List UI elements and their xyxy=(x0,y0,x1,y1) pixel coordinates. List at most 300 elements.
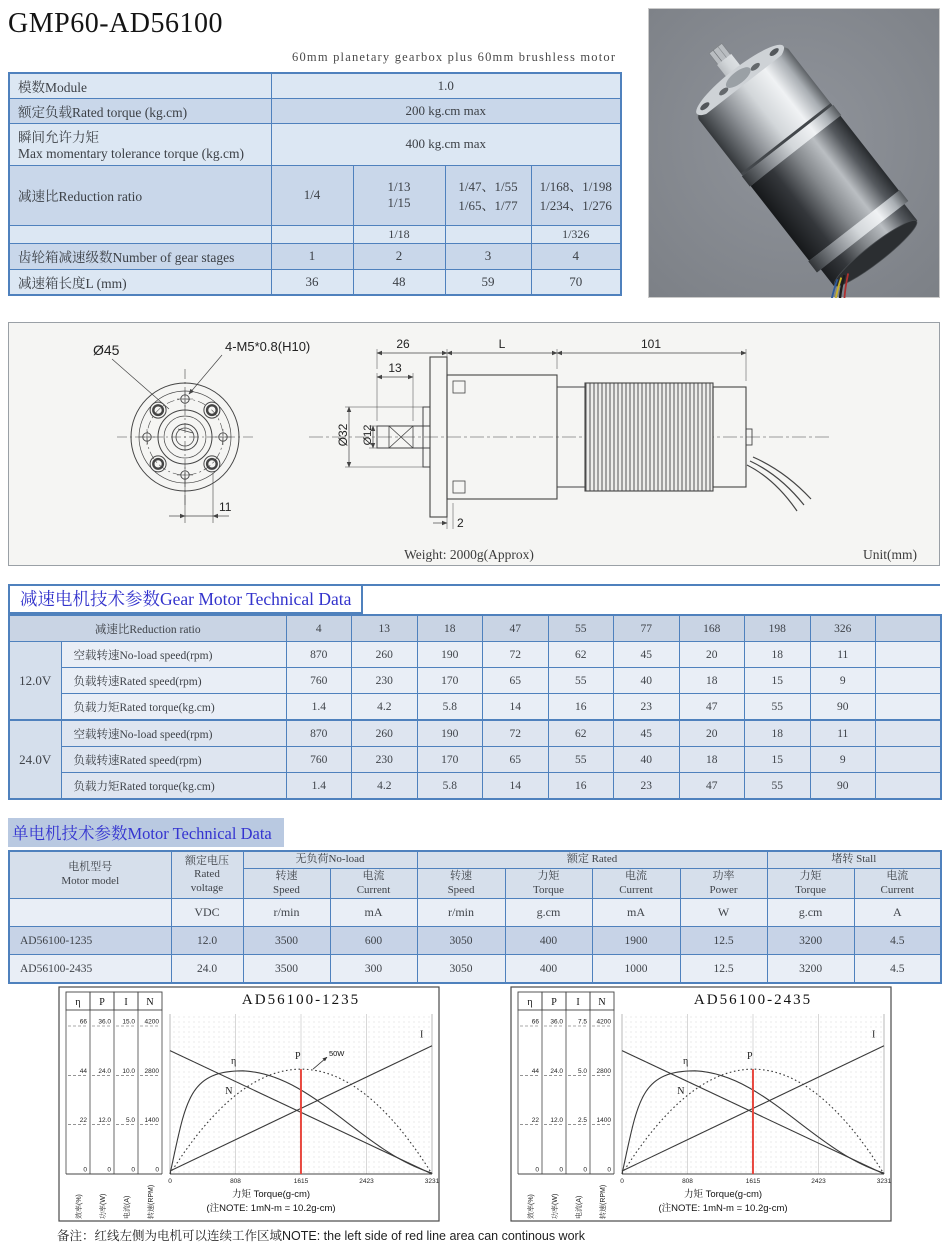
motor-value-cell: 12.5 xyxy=(680,955,767,984)
header-line: 力矩 xyxy=(537,869,560,882)
chart-axis-tick: 1400 xyxy=(596,1117,611,1125)
motor-subcol-header xyxy=(417,868,505,899)
chart-series-label: I xyxy=(420,1029,424,1041)
chart-x-label: 力矩 Torque(g-cm) xyxy=(231,1189,311,1200)
gear-value-cell: 9 xyxy=(810,747,876,773)
motor-value-cell: 4.5 xyxy=(854,927,941,955)
chart-axis-tick: 2.5 xyxy=(577,1117,587,1125)
gear-data-table xyxy=(8,614,942,800)
dim-label-13: 13 xyxy=(388,361,402,375)
dim-label-d12: Ø12 xyxy=(362,424,374,446)
chart-x-tick: 1615 xyxy=(745,1178,761,1185)
header-line: 力矩 xyxy=(799,869,822,882)
ratio-header-cell-empty xyxy=(876,615,942,642)
spec-value: 1 xyxy=(271,243,353,269)
ratio-line: 1/65、1/77 xyxy=(458,198,518,213)
spec-value: 48 xyxy=(353,269,445,295)
gear-value-cell: 9 xyxy=(810,668,876,694)
gear-param-label: 负载转速Rated speed(rpm) xyxy=(61,747,286,773)
gear-param-label: 空载转速No-load speed(rpm) xyxy=(61,642,286,668)
unit-cell: r/min xyxy=(417,899,505,927)
spec-label: 额定负载Rated torque (kg.cm) xyxy=(9,98,271,123)
motor-value-cell: 12.5 xyxy=(680,927,767,955)
spec-value xyxy=(271,225,353,243)
gear-value-cell: 170 xyxy=(417,668,483,694)
header-line: Torque xyxy=(795,883,827,896)
gear-value-cell: 5.8 xyxy=(417,773,483,800)
curve-chart-svg xyxy=(58,986,440,1222)
gear-value-cell: 45 xyxy=(614,642,680,668)
gear-value-cell: 23 xyxy=(614,694,680,721)
chart-series-label: P xyxy=(746,1051,753,1063)
header-line: Speed xyxy=(273,883,300,896)
chart-axis-tick: 10.0 xyxy=(122,1067,135,1075)
gear-param-label: 负载力矩Rated torque(kg.cm) xyxy=(61,694,286,721)
curve-chart-svg xyxy=(510,986,892,1222)
chart-title: AD56100-2435 xyxy=(693,992,813,1008)
gear-value-cell: 40 xyxy=(614,668,680,694)
gear-value-cell: 18 xyxy=(679,747,745,773)
header-line: Motor model xyxy=(61,875,120,888)
gear-value-cell: 11 xyxy=(810,642,876,668)
motor-subcol-header xyxy=(505,868,592,899)
motor-section xyxy=(8,818,940,984)
spec-label: 模数Module xyxy=(9,73,271,98)
spec-value: 1.0 xyxy=(271,73,621,98)
ratio-header-cell: 13 xyxy=(352,615,418,642)
gear-value-cell: 15 xyxy=(745,747,811,773)
gear-value-cell: 23 xyxy=(614,773,680,800)
chart-axis-symbol: η xyxy=(75,997,81,1008)
gear-value-cell: 18 xyxy=(679,668,745,694)
technical-drawing xyxy=(8,322,940,566)
unit-cell-empty xyxy=(9,899,171,927)
chart-title: AD56100-1235 xyxy=(241,992,361,1008)
gear-value-cell: 47 xyxy=(679,773,745,800)
gear-value-cell: 65 xyxy=(483,747,549,773)
spec-label-en: Max momentary tolerance torque (kg.cm) xyxy=(18,146,245,161)
dim-label-2: 2 xyxy=(457,516,464,530)
motor-voltage-header xyxy=(171,851,243,899)
dim-label-L: L xyxy=(498,337,506,351)
group-header-stall: 堵转 Stall xyxy=(767,851,941,868)
ratio-header-cell: 198 xyxy=(745,615,811,642)
spec-value: 3 xyxy=(445,243,531,269)
gear-value-cell: 55 xyxy=(745,773,811,800)
header-line: 电流 xyxy=(886,869,909,882)
performance-charts xyxy=(0,986,950,1222)
spec-row-stages xyxy=(9,243,621,269)
chart-annotation: 50W xyxy=(328,1049,345,1059)
motor-model-cell: AD56100-1235 xyxy=(9,927,171,955)
gear-param-label: 负载力矩Rated torque(kg.cm) xyxy=(61,773,286,800)
unit-cell: r/min xyxy=(243,899,330,927)
gear-value-cell: 760 xyxy=(286,668,352,694)
gear-title-rule xyxy=(363,584,940,614)
spec-table xyxy=(8,72,622,296)
header-line: Rated xyxy=(194,868,220,881)
gear-data-row xyxy=(9,668,941,694)
gear-value-cell: 16 xyxy=(548,773,614,800)
motor-value-cell: 3050 xyxy=(417,955,505,984)
ratio-header-cell: 18 xyxy=(417,615,483,642)
spec-value: 400 kg.cm max xyxy=(271,123,621,165)
gear-value-cell: 62 xyxy=(548,720,614,747)
unit-label: Unit(mm) xyxy=(863,547,917,562)
gear-value-cell: 870 xyxy=(286,720,352,747)
chart-axis-name: 效率(%) xyxy=(528,1194,535,1219)
chart-axis-name: 电流(A) xyxy=(576,1195,583,1219)
chart-x-tick: 0 xyxy=(168,1178,172,1185)
gear-value-cell-empty xyxy=(876,668,942,694)
spec-label xyxy=(9,225,271,243)
header-line: Torque xyxy=(533,883,565,896)
motor-value-cell: 3050 xyxy=(417,927,505,955)
header-line: voltage xyxy=(190,882,224,894)
ratio-header-cell: 4 xyxy=(286,615,352,642)
motor-value-cell: 1000 xyxy=(592,955,680,984)
unit-cell: A xyxy=(854,899,941,927)
gear-value-cell: 230 xyxy=(352,668,418,694)
gear-value-cell: 40 xyxy=(614,747,680,773)
gear-param-label: 负载转速Rated speed(rpm) xyxy=(61,668,286,694)
dim-label-11: 11 xyxy=(219,500,232,514)
voltage-cell: 24.0V xyxy=(9,720,61,799)
gear-value-cell: 18 xyxy=(745,720,811,747)
gear-value-cell: 55 xyxy=(548,668,614,694)
chart-series-label: N xyxy=(677,1086,685,1098)
chart-axis-tick: 4200 xyxy=(596,1018,611,1026)
motor-subcol-header xyxy=(243,868,330,899)
chart-axis-tick: 2800 xyxy=(596,1067,611,1075)
header-line: 转速 xyxy=(450,869,473,882)
gear-value-cell-empty xyxy=(876,720,942,747)
chart-axis-symbol: N xyxy=(146,997,154,1008)
chart-axis-symbol: N xyxy=(598,997,606,1008)
header-line: Current xyxy=(880,883,915,896)
chart-axis-symbol: P xyxy=(551,997,557,1008)
chart-axis-tick: 0 xyxy=(607,1166,611,1174)
voltage-cell: 12.0V xyxy=(9,642,61,721)
unit-cell: g.cm xyxy=(505,899,592,927)
spec-label-zh: 瞬间允许力矩 xyxy=(18,130,99,145)
gear-value-cell: 20 xyxy=(679,642,745,668)
chart-axis-name: 转速(RPM) xyxy=(148,1184,155,1219)
gear-header-row xyxy=(9,615,941,642)
gear-value-cell: 4.2 xyxy=(352,694,418,721)
motor-data-table xyxy=(8,850,942,984)
ratio-label: 减速比Reduction ratio xyxy=(9,615,286,642)
motor-subcol-header xyxy=(680,868,767,899)
ratio-line: 1/13 xyxy=(387,179,411,194)
header-line: Speed xyxy=(447,883,475,896)
dim-label-26: 26 xyxy=(396,337,410,351)
motor-model-header xyxy=(9,851,171,899)
chart-axis-tick: 36.0 xyxy=(98,1018,111,1026)
ratio-line: 1/47、1/55 xyxy=(458,179,518,194)
gear-data-row xyxy=(9,720,941,747)
motor-value-cell: 3500 xyxy=(243,927,330,955)
chart-axis-tick: 1400 xyxy=(144,1117,159,1125)
motor-subcol-header xyxy=(592,868,680,899)
gear-value-cell: 760 xyxy=(286,747,352,773)
motor-subcol-header xyxy=(767,868,854,899)
spec-value: 2 xyxy=(353,243,445,269)
chart-axis-name: 功率(W) xyxy=(552,1193,559,1219)
motor-value-cell: 300 xyxy=(330,955,417,984)
motor-data-row xyxy=(9,955,941,984)
chart-axis-symbol: P xyxy=(99,997,105,1008)
spec-value: 4 xyxy=(531,243,621,269)
chart-x-tick: 808 xyxy=(682,1178,693,1185)
gear-value-cell: 90 xyxy=(810,694,876,721)
spec-value xyxy=(531,165,621,225)
chart-axis-tick: 0 xyxy=(535,1166,539,1174)
gear-value-cell: 190 xyxy=(417,642,483,668)
dim-label-101: 101 xyxy=(640,337,662,351)
gear-value-cell: 5.8 xyxy=(417,694,483,721)
motor-value-cell: 400 xyxy=(505,927,592,955)
motor-value-cell: 3500 xyxy=(243,955,330,984)
header-line: 功率 xyxy=(712,869,735,882)
gear-value-cell: 55 xyxy=(548,747,614,773)
motor-model-cell: AD56100-2435 xyxy=(9,955,171,984)
motor-subcol-header xyxy=(330,868,417,899)
spec-row-reduction xyxy=(9,165,621,225)
chart-axis-tick: 12.0 xyxy=(550,1117,563,1125)
chart-axis-tick: 66 xyxy=(79,1018,87,1026)
motor-value-cell: 24.0 xyxy=(171,955,243,984)
gear-data-row xyxy=(9,642,941,668)
spec-value: 200 kg.cm max xyxy=(271,98,621,123)
spec-value xyxy=(353,165,445,225)
dim-label-holes: 4-M5*0.8(H10) xyxy=(225,339,311,354)
gear-value-cell-empty xyxy=(876,773,942,800)
motor-data-row xyxy=(9,927,941,955)
chart-axis-tick: 22 xyxy=(79,1117,87,1125)
unit-cell: VDC xyxy=(171,899,243,927)
gear-value-cell: 18 xyxy=(745,642,811,668)
gear-value-cell: 14 xyxy=(483,773,549,800)
gear-value-cell: 55 xyxy=(745,694,811,721)
motor-section-title: 单电机技术参数Motor Technical Data xyxy=(8,818,284,847)
motor-value-cell: 3200 xyxy=(767,927,854,955)
chart-ad56100-1235 xyxy=(58,986,440,1222)
ratio-line: 1/168、1/198 xyxy=(539,179,612,194)
chart-x-tick: 2423 xyxy=(359,1178,374,1185)
spec-value: 70 xyxy=(531,269,621,295)
chart-series-label: N xyxy=(225,1086,233,1098)
spec-row-max-torque xyxy=(9,123,621,165)
group-header-noload: 无负荷No-load xyxy=(243,851,417,868)
page-subtitle: 60mm planetary gearbox plus 60mm brushless motor xyxy=(292,50,617,64)
header-line: 电流 xyxy=(362,869,385,882)
chart-axis-name: 电流(A) xyxy=(124,1195,131,1219)
chart-axis-tick: 7.5 xyxy=(577,1018,587,1026)
spec-value: 59 xyxy=(445,269,531,295)
unit-cell: mA xyxy=(330,899,417,927)
footnote xyxy=(57,1226,585,1244)
chart-series-label: η xyxy=(682,1055,689,1067)
chart-axis-tick: 36.0 xyxy=(550,1018,563,1026)
spec-row-length xyxy=(9,269,621,295)
spec-value: 1/326 xyxy=(531,225,621,243)
chart-axis-name: 功率(W) xyxy=(100,1193,107,1219)
motor-value-cell: 1900 xyxy=(592,927,680,955)
header-line: 转速 xyxy=(275,869,298,882)
dim-label-d45: Ø45 xyxy=(93,342,120,358)
gear-value-cell: 15 xyxy=(745,668,811,694)
page-title: GMP60-AD56100 xyxy=(8,8,223,39)
gear-value-cell: 16 xyxy=(548,694,614,721)
chart-axis-tick: 0 xyxy=(131,1166,135,1174)
chart-x-tick: 3231 xyxy=(424,1178,440,1185)
header-line: 额定电压 xyxy=(185,854,229,867)
chart-axis-tick: 44 xyxy=(79,1067,87,1075)
chart-axis-symbol: I xyxy=(124,997,128,1008)
gear-value-cell: 1.4 xyxy=(286,773,352,800)
ratio-header-cell: 77 xyxy=(614,615,680,642)
chart-x-label: 力矩 Torque(g-cm) xyxy=(683,1189,763,1200)
chart-x-tick: 3231 xyxy=(876,1178,892,1185)
spec-row-reduction-sub xyxy=(9,225,621,243)
gear-value-cell: 260 xyxy=(352,720,418,747)
chart-x-tick: 1615 xyxy=(293,1178,309,1185)
ratio-header-cell: 326 xyxy=(810,615,876,642)
ratio-line: 1/234、1/276 xyxy=(539,198,612,213)
chart-axis-tick: 5.0 xyxy=(125,1117,135,1125)
chart-axis-tick: 0 xyxy=(155,1166,159,1174)
gear-data-row xyxy=(9,773,941,800)
gear-value-cell-empty xyxy=(876,642,942,668)
gear-data-row xyxy=(9,694,941,721)
motor-value-cell: 4.5 xyxy=(854,955,941,984)
gear-param-label: 空载转速No-load speed(rpm) xyxy=(61,720,286,747)
chart-series-label: η xyxy=(230,1055,237,1067)
chart-ad56100-2435 xyxy=(510,986,892,1222)
gear-value-cell: 260 xyxy=(352,642,418,668)
header-line: 电机型号 xyxy=(68,861,113,874)
header-line: Power xyxy=(709,883,738,896)
ratio-header-cell: 168 xyxy=(679,615,745,642)
chart-x-note: (注NOTE: 1mN-m = 10.2g-cm) xyxy=(658,1203,788,1214)
gear-value-cell: 90 xyxy=(810,773,876,800)
motor-header-groups xyxy=(9,851,941,868)
motor-value-cell: 400 xyxy=(505,955,592,984)
footnote-en: NOTE: the left side of red line area can continous work xyxy=(282,1229,585,1243)
group-header-rated: 额定 Rated xyxy=(417,851,767,868)
motor-units-row xyxy=(9,899,941,927)
footnote-zh: 备注：红线左侧为电机可以连续工作区域 xyxy=(57,1229,283,1243)
spec-row-module xyxy=(9,73,621,98)
chart-series-label: I xyxy=(872,1029,876,1041)
chart-axis-tick: 22 xyxy=(531,1117,539,1125)
gear-titlebar xyxy=(8,584,940,614)
dim-label-d32: Ø32 xyxy=(336,423,350,447)
motor-value-cell: 600 xyxy=(330,927,417,955)
gear-section-title: 减速电机技术参数Gear Motor Technical Data xyxy=(8,584,363,614)
gear-value-cell: 62 xyxy=(548,642,614,668)
weight-label: Weight: 2000g(Approx) xyxy=(404,547,534,562)
chart-axis-tick: 12.0 xyxy=(98,1117,111,1125)
chart-axis-tick: 0 xyxy=(107,1166,111,1174)
gear-value-cell: 11 xyxy=(810,720,876,747)
spec-value xyxy=(445,165,531,225)
chart-series-label: P xyxy=(294,1051,301,1063)
spec-value: 36 xyxy=(271,269,353,295)
chart-axis-tick: 24.0 xyxy=(98,1067,111,1075)
gear-value-cell: 20 xyxy=(679,720,745,747)
spec-label: 齿轮箱减速级数Number of gear stages xyxy=(9,243,271,269)
gear-value-cell: 65 xyxy=(483,668,549,694)
gear-value-cell: 72 xyxy=(483,642,549,668)
chart-x-tick: 808 xyxy=(230,1178,241,1185)
unit-cell: W xyxy=(680,899,767,927)
spec-value: 1/18 xyxy=(353,225,445,243)
chart-axis-tick: 15.0 xyxy=(122,1018,135,1026)
gear-value-cell-empty xyxy=(876,694,942,721)
chart-axis-tick: 0 xyxy=(83,1166,87,1174)
chart-axis-tick: 66 xyxy=(531,1018,539,1026)
gear-value-cell: 14 xyxy=(483,694,549,721)
gear-value-cell: 230 xyxy=(352,747,418,773)
spec-row-rated-torque xyxy=(9,98,621,123)
gear-motor-section xyxy=(8,584,940,800)
chart-x-tick: 0 xyxy=(620,1178,624,1185)
gear-value-cell: 190 xyxy=(417,720,483,747)
chart-axis-symbol: η xyxy=(527,997,533,1008)
chart-axis-tick: 2800 xyxy=(144,1067,159,1075)
gear-value-cell: 47 xyxy=(679,694,745,721)
chart-axis-tick: 44 xyxy=(531,1067,539,1075)
gear-value-cell: 4.2 xyxy=(352,773,418,800)
motor-subcol-header xyxy=(854,868,941,899)
unit-cell: g.cm xyxy=(767,899,854,927)
chart-axis-tick: 5.0 xyxy=(577,1067,587,1075)
gear-value-cell: 1.4 xyxy=(286,694,352,721)
spec-label: 减速箱长度L (mm) xyxy=(9,269,271,295)
ratio-line: 1/4 xyxy=(303,187,321,202)
chart-x-note: (注NOTE: 1mN-m = 10.2g-cm) xyxy=(206,1203,336,1214)
drawing-graphic xyxy=(9,323,939,565)
header-line: 电流 xyxy=(625,869,648,882)
chart-axis-symbol: I xyxy=(576,997,580,1008)
ratio-line: 1/15 xyxy=(387,195,411,210)
header-line: Current xyxy=(356,883,391,896)
unit-cell: mA xyxy=(592,899,680,927)
gear-value-cell: 170 xyxy=(417,747,483,773)
motor-photo-graphic xyxy=(648,8,940,298)
gear-value-cell: 45 xyxy=(614,720,680,747)
chart-axis-tick: 4200 xyxy=(144,1018,159,1026)
gear-value-cell-empty xyxy=(876,747,942,773)
spec-value xyxy=(271,165,353,225)
chart-axis-name: 效率(%) xyxy=(76,1194,83,1219)
chart-axis-tick: 0 xyxy=(559,1166,563,1174)
chart-x-tick: 2423 xyxy=(811,1178,826,1185)
motor-value-cell: 12.0 xyxy=(171,927,243,955)
spec-value xyxy=(445,225,531,243)
ratio-header-cell: 55 xyxy=(548,615,614,642)
motor-value-cell: 3200 xyxy=(767,955,854,984)
chart-axis-tick: 24.0 xyxy=(550,1067,563,1075)
spec-label xyxy=(9,123,271,165)
spec-label: 减速比Reduction ratio xyxy=(9,165,271,225)
chart-axis-tick: 0 xyxy=(583,1166,587,1174)
header-line: Current xyxy=(619,883,653,896)
gear-data-row xyxy=(9,747,941,773)
gear-value-cell: 870 xyxy=(286,642,352,668)
